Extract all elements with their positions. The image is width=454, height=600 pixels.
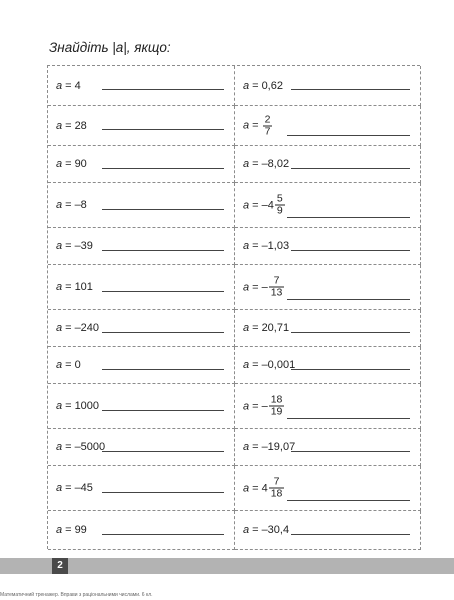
given-value: 20,71: [261, 322, 290, 334]
exercise-cell-left: [48, 310, 235, 347]
equals-sign: =: [65, 322, 72, 334]
answer-line[interactable]: [102, 332, 224, 333]
answer-line[interactable]: [102, 209, 224, 210]
expression: [56, 240, 93, 252]
answer-line[interactable]: [287, 500, 410, 501]
equals-sign: =: [65, 158, 72, 170]
expression: [243, 477, 284, 500]
expression: [243, 158, 289, 170]
exercise-cell-left: [48, 146, 235, 183]
given-value: 90: [74, 158, 87, 170]
denominator: 9: [276, 204, 283, 217]
given-value: –5000: [74, 441, 106, 453]
exercise-cell-left: [48, 106, 235, 146]
page-number: 2: [52, 558, 68, 574]
expression: [243, 322, 289, 334]
variable-a: a: [56, 482, 63, 494]
expression: [243, 80, 283, 92]
equals-sign: =: [65, 524, 72, 536]
denominator: 19: [270, 405, 283, 418]
footer-text: Математичний тренажер. Вправи з раціональними числами. 6 кл.: [0, 592, 153, 598]
given-value: 1000: [74, 400, 100, 412]
exercise-cell-left: [48, 265, 235, 310]
sign: –: [261, 281, 268, 293]
expression: [56, 322, 99, 334]
variable-a: a: [56, 322, 63, 334]
variable-a: a: [56, 240, 63, 252]
exercise-cell-right: [235, 66, 421, 106]
given-value: 28: [74, 119, 87, 132]
variable-a: a: [243, 199, 250, 211]
answer-line[interactable]: [287, 299, 410, 300]
expression: [243, 395, 284, 418]
answer-line[interactable]: [291, 369, 410, 370]
equals-sign: =: [252, 359, 259, 371]
numerator: 5: [276, 192, 283, 205]
variable-a: a: [56, 281, 63, 293]
variable-a: a: [56, 158, 63, 170]
answer-line[interactable]: [102, 291, 224, 292]
expression: [243, 194, 285, 217]
equals-sign: =: [65, 441, 72, 453]
equals-sign: =: [252, 281, 259, 293]
variable-a: a: [243, 359, 250, 371]
fraction: [269, 477, 285, 500]
equals-sign: =: [252, 322, 259, 334]
variable-a: a: [243, 119, 250, 132]
exercise-cell-left: [48, 66, 235, 106]
answer-line[interactable]: [291, 250, 410, 251]
exercise-cell-left: [48, 384, 235, 429]
expression: [56, 120, 87, 132]
variable-a: a: [243, 524, 250, 536]
variable-a: a: [56, 524, 63, 536]
denominator: 18: [270, 487, 283, 500]
fraction: [269, 276, 285, 299]
variable-a: a: [56, 400, 63, 412]
expression: [56, 400, 99, 412]
whole-part: 4: [261, 482, 268, 494]
given-value: 4: [74, 79, 81, 92]
answer-line[interactable]: [102, 369, 224, 370]
equals-sign: =: [65, 240, 72, 252]
answer-line[interactable]: [102, 250, 224, 251]
equals-sign: =: [65, 119, 72, 132]
exercise-cell-right: [235, 511, 421, 550]
expression: [243, 240, 289, 252]
expression: [243, 114, 272, 137]
answer-line[interactable]: [102, 451, 224, 452]
given-value: 101: [74, 281, 93, 293]
given-value: –45: [74, 482, 93, 494]
variable-a: a: [243, 158, 250, 170]
variable-a: a: [56, 119, 63, 132]
answer-line[interactable]: [291, 168, 410, 169]
variable-a: a: [243, 240, 250, 252]
expression: [56, 158, 87, 170]
fraction: [275, 194, 285, 217]
equals-sign: =: [252, 482, 259, 494]
variable-a: a: [56, 199, 63, 211]
answer-line[interactable]: [102, 129, 224, 130]
exercise-cell-right: [235, 466, 421, 511]
numerator: 18: [270, 393, 283, 406]
answer-line[interactable]: [102, 89, 224, 90]
answer-line[interactable]: [291, 534, 410, 535]
exercise-cell-left: [48, 228, 235, 265]
given-value: –8: [74, 199, 87, 211]
equals-sign: =: [65, 79, 72, 92]
equals-sign: =: [252, 400, 259, 412]
equals-sign: =: [65, 482, 72, 494]
given-value: 0: [74, 359, 81, 371]
given-value: 0,62: [261, 79, 283, 92]
given-value: –8,02: [261, 158, 290, 170]
exercise-cell-right: [235, 347, 421, 384]
expression: [56, 281, 93, 293]
given-value: –240: [74, 322, 100, 334]
answer-line[interactable]: [102, 492, 224, 493]
answer-line[interactable]: [287, 135, 410, 136]
variable-a: a: [243, 441, 250, 453]
given-value: –19,07: [261, 441, 296, 453]
answer-line[interactable]: [102, 168, 224, 169]
given-value: –30,4: [261, 524, 290, 536]
exercise-cell-right: [235, 228, 421, 265]
expression: [243, 359, 295, 371]
exercise-cell-right: [235, 183, 421, 228]
given-value: –0,001: [261, 359, 296, 371]
answer-line[interactable]: [102, 534, 224, 535]
expression: [56, 482, 93, 494]
exercise-cell-left: [48, 511, 235, 550]
exercise-cell-right: [235, 146, 421, 183]
exercise-cell-right: [235, 310, 421, 347]
expression: [56, 524, 87, 536]
answer-line[interactable]: [291, 451, 410, 452]
given-value: –1,03: [261, 240, 290, 252]
numerator: 2: [264, 113, 271, 125]
expression: [243, 441, 295, 453]
exercise-cell-left: [48, 347, 235, 384]
expression: [56, 80, 81, 92]
expression: [56, 359, 81, 371]
equals-sign: =: [65, 199, 72, 211]
equals-sign: =: [252, 240, 259, 252]
equals-sign: =: [252, 524, 259, 536]
fraction: [269, 395, 285, 418]
equals-sign: =: [252, 79, 259, 92]
expression: [56, 199, 87, 211]
denominator: 7: [264, 125, 271, 137]
answer-line[interactable]: [287, 217, 410, 218]
exercise-cell-left: [48, 183, 235, 228]
sign: –: [261, 400, 268, 412]
given-value: –39: [74, 240, 93, 252]
variable-a: a: [243, 322, 250, 334]
answer-line[interactable]: [291, 332, 410, 333]
exercise-cell-left: [48, 429, 235, 466]
exercise-table: [47, 65, 420, 549]
variable-a: a: [243, 400, 250, 412]
whole-part: 4: [267, 199, 274, 211]
exercise-cell-right: [235, 429, 421, 466]
expression: [243, 276, 284, 299]
exercise-cell-right: [235, 265, 421, 310]
answer-line[interactable]: [291, 89, 410, 90]
expression: [243, 524, 289, 536]
given-value: 99: [74, 524, 87, 536]
equals-sign: =: [65, 400, 72, 412]
answer-line[interactable]: [287, 418, 410, 419]
fraction: [263, 114, 273, 137]
footer-bar: [0, 558, 454, 574]
variable-a: a: [243, 482, 250, 494]
exercise-cell-right: [235, 106, 421, 146]
exercise-cell-right: [235, 384, 421, 429]
sign: –: [261, 199, 268, 211]
variable-a: a: [56, 441, 63, 453]
equals-sign: =: [65, 281, 72, 293]
expression: [56, 441, 105, 453]
variable-a: a: [243, 79, 250, 92]
variable-a: a: [243, 281, 250, 293]
task-title: Знайдіть |a|, якщо:: [49, 40, 171, 55]
equals-sign: =: [252, 158, 259, 170]
variable-a: a: [56, 79, 63, 92]
exercise-cell-left: [48, 466, 235, 511]
numerator: 7: [273, 475, 280, 488]
numerator: 7: [273, 274, 280, 287]
answer-line[interactable]: [102, 410, 224, 411]
denominator: 13: [270, 286, 283, 299]
variable-a: a: [56, 359, 63, 371]
equals-sign: =: [252, 441, 259, 453]
equals-sign: =: [252, 119, 259, 132]
equals-sign: =: [65, 359, 72, 371]
equals-sign: =: [252, 199, 259, 211]
